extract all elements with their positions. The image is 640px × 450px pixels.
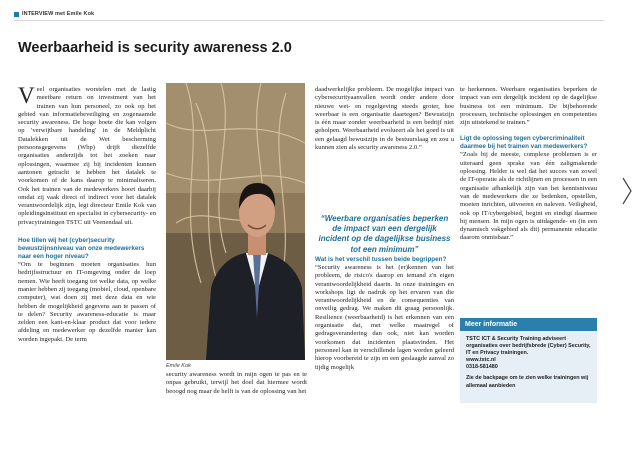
chevron-right-icon: [620, 176, 634, 206]
article-column-1: [18, 83, 156, 344]
more-info-title: Meer informatie: [460, 318, 597, 331]
article-column-3-lower: [315, 256, 454, 372]
column-4-paragraph: te herkennen. Weerbare organisaties beperken de impact van een dergelijk incident op de dagelijkse business tot een minimum. De bijbehorende processen, technische oplossingen en competenties zijn uitstekend te trainen.”: [460, 86, 597, 127]
more-info-footer: Zie de backpage om te zien welke trainingen wij allemaal aanbieden: [466, 375, 589, 389]
article-column-4: [460, 86, 597, 243]
answer-1-paragraph: “Om te beginnen moeten organisaties hun bedrijfsstructuur en IT-omgeving onder de loep nemen. Wie heeft toegang tot welke data, op welke manier hebben zij toegang (mobiel, cloud, openbare computer), wat doen zij met deze data en wie hebben de mogelijkheid gegevens aan te passen of te delen? Security awareness-educatie is maar zelden een kant-en-klaar product dat voor iedere afdeling en medewerker op dezelfde manier kan worden ingepakt. De term: [18, 261, 156, 343]
pull-quote: “Weerbare organisaties beperken de impact van een dergelijk incident op de dagelijkse business tot een minimum”: [318, 214, 451, 254]
question-3-heading: Ligt de oplossing tegen cybercriminaliteit daarmee bij het trainen van medewerkers?: [460, 135, 588, 151]
section-header-bar: [14, 11, 604, 21]
more-info-phone: 0318-581480: [466, 364, 498, 371]
article-column-2: [166, 371, 307, 396]
question-1-heading: Hoe tillen wij het (cyber)security bewustzijnsniveau van onze medewerkers naar een hoger niveau?: [18, 237, 145, 261]
drop-cap: V: [18, 83, 35, 108]
next-page-arrow[interactable]: [620, 176, 634, 211]
photo-caption: Emile Kok: [166, 363, 191, 369]
section-marker: [14, 12, 19, 17]
interviewee-photo: [166, 83, 305, 360]
article-column-3: [315, 86, 454, 152]
more-info-body: [460, 331, 597, 390]
more-info-url[interactable]: www.tstc.nl: [466, 357, 496, 364]
more-info-box: [460, 318, 597, 403]
column-2-paragraph: security awareness wordt in mijn ogen te pas en te onpas gebruikt, terwijl het doel dat hiermee wordt beoogd nog maar de helft is van de oplossing van het: [166, 371, 307, 395]
photo-illustration: [166, 83, 305, 360]
intro-paragraph: eel organisaties worstelen met de lastig meetbare return on investment van het trainen van hun personeel, zo ook op het gebied van informatiebeveiliging en zogenaamde security awareness. De hoge boete die kan volgen op 'verwijtbare handeling' in de Meldplicht Datalekken uit de Wet bescherming persoonsgegevens (Wbp) drijft diezelfde organisaties anderzijds tot het zoeken naar oplossingen, waarmee zij bij incidenten kunnen aantonen getracht te hebben het datalek te voorkomen of de kans daarop te minimaliseren. Ook het trainen van de medewerkers hoort daarbij omdat zij vaak direct of indirect voor het datalek verantwoordelijk zijn, legt directeur Emile Kok van opleidingsinstituut en specialist in cybersecurity- en privacytrainingen TSTC uit Veenendaal uit.: [18, 86, 156, 226]
question-2-heading: Wat is het verschil tussen beide begrippen?: [315, 256, 447, 263]
column-3-paragraph: daadwerkelijke probleem. De mogelijke impact van cybersecurityaanvallen wordt onder andere door nieuwe wet- en regelgeving steeds groter, hoe weerbaar is een organisatie daartegen? Bewustzijn is één maar zonder weerbaarheid is een bedrijf niet geholpen. Weerbaarheid evolueert als het goed is uit een gelaagd bewustzijn in de bestuurslaag en zou u kunnen zien als security awareness 2.0.”: [315, 86, 454, 152]
answer-2-paragraph: “Security awareness is het (er)kennen van het probleem, de risico's daarop en iemand z'n eigen verantwoordelijkheid daarin. In onze trainingen en workshops ligt de nadruk op het ervaren van die verantwoordelijkheid en de consequenties van onveilig gedrag. We maken dit graag persoonlijk. Resilience (weerbaarheid) is het erkennen van een organisatie dat, met welke maatregel of gedragsverandering dan ook, niet kan worden voorkomen dat incidenten plaatsvinden. Het personeel kan in verschillende lagen worden geleerd hierop voorbereid te zijn en een geslaagde aanval zo tijdig mogelijk: [315, 264, 454, 371]
article-title: Weerbaarheid is security awareness 2.0: [18, 40, 292, 56]
answer-3-paragraph: “Zoals bij de meeste, complexe problemen is er uiteraard geen sprake van één zaligmakende oplossing. Helder is wel dat het succes van zowel de IT-operatie als de richtlijnen en processen in een organisatie afhankelijk zijn van het kennisniveau van de medewerkers die ze bedenken, opstellen, moeten inrichten, uitvoeren en naleven. Veiligheid, ook op IT/cybergebied, begint en eindigt daarmee bij mensen. In mijn ogen is uitdagende- en (in een dynamisch vakgebied als dit) permanente educatie daarom onmisbaar.”: [460, 151, 597, 242]
more-info-description: TSTC ICT & Security Training adviseert organisaties over bedrijfsbrede (Cyber) Security, IT en Privacy trainingen.: [466, 336, 591, 357]
section-tag: INTERVIEW met Emile Kok: [22, 11, 95, 17]
